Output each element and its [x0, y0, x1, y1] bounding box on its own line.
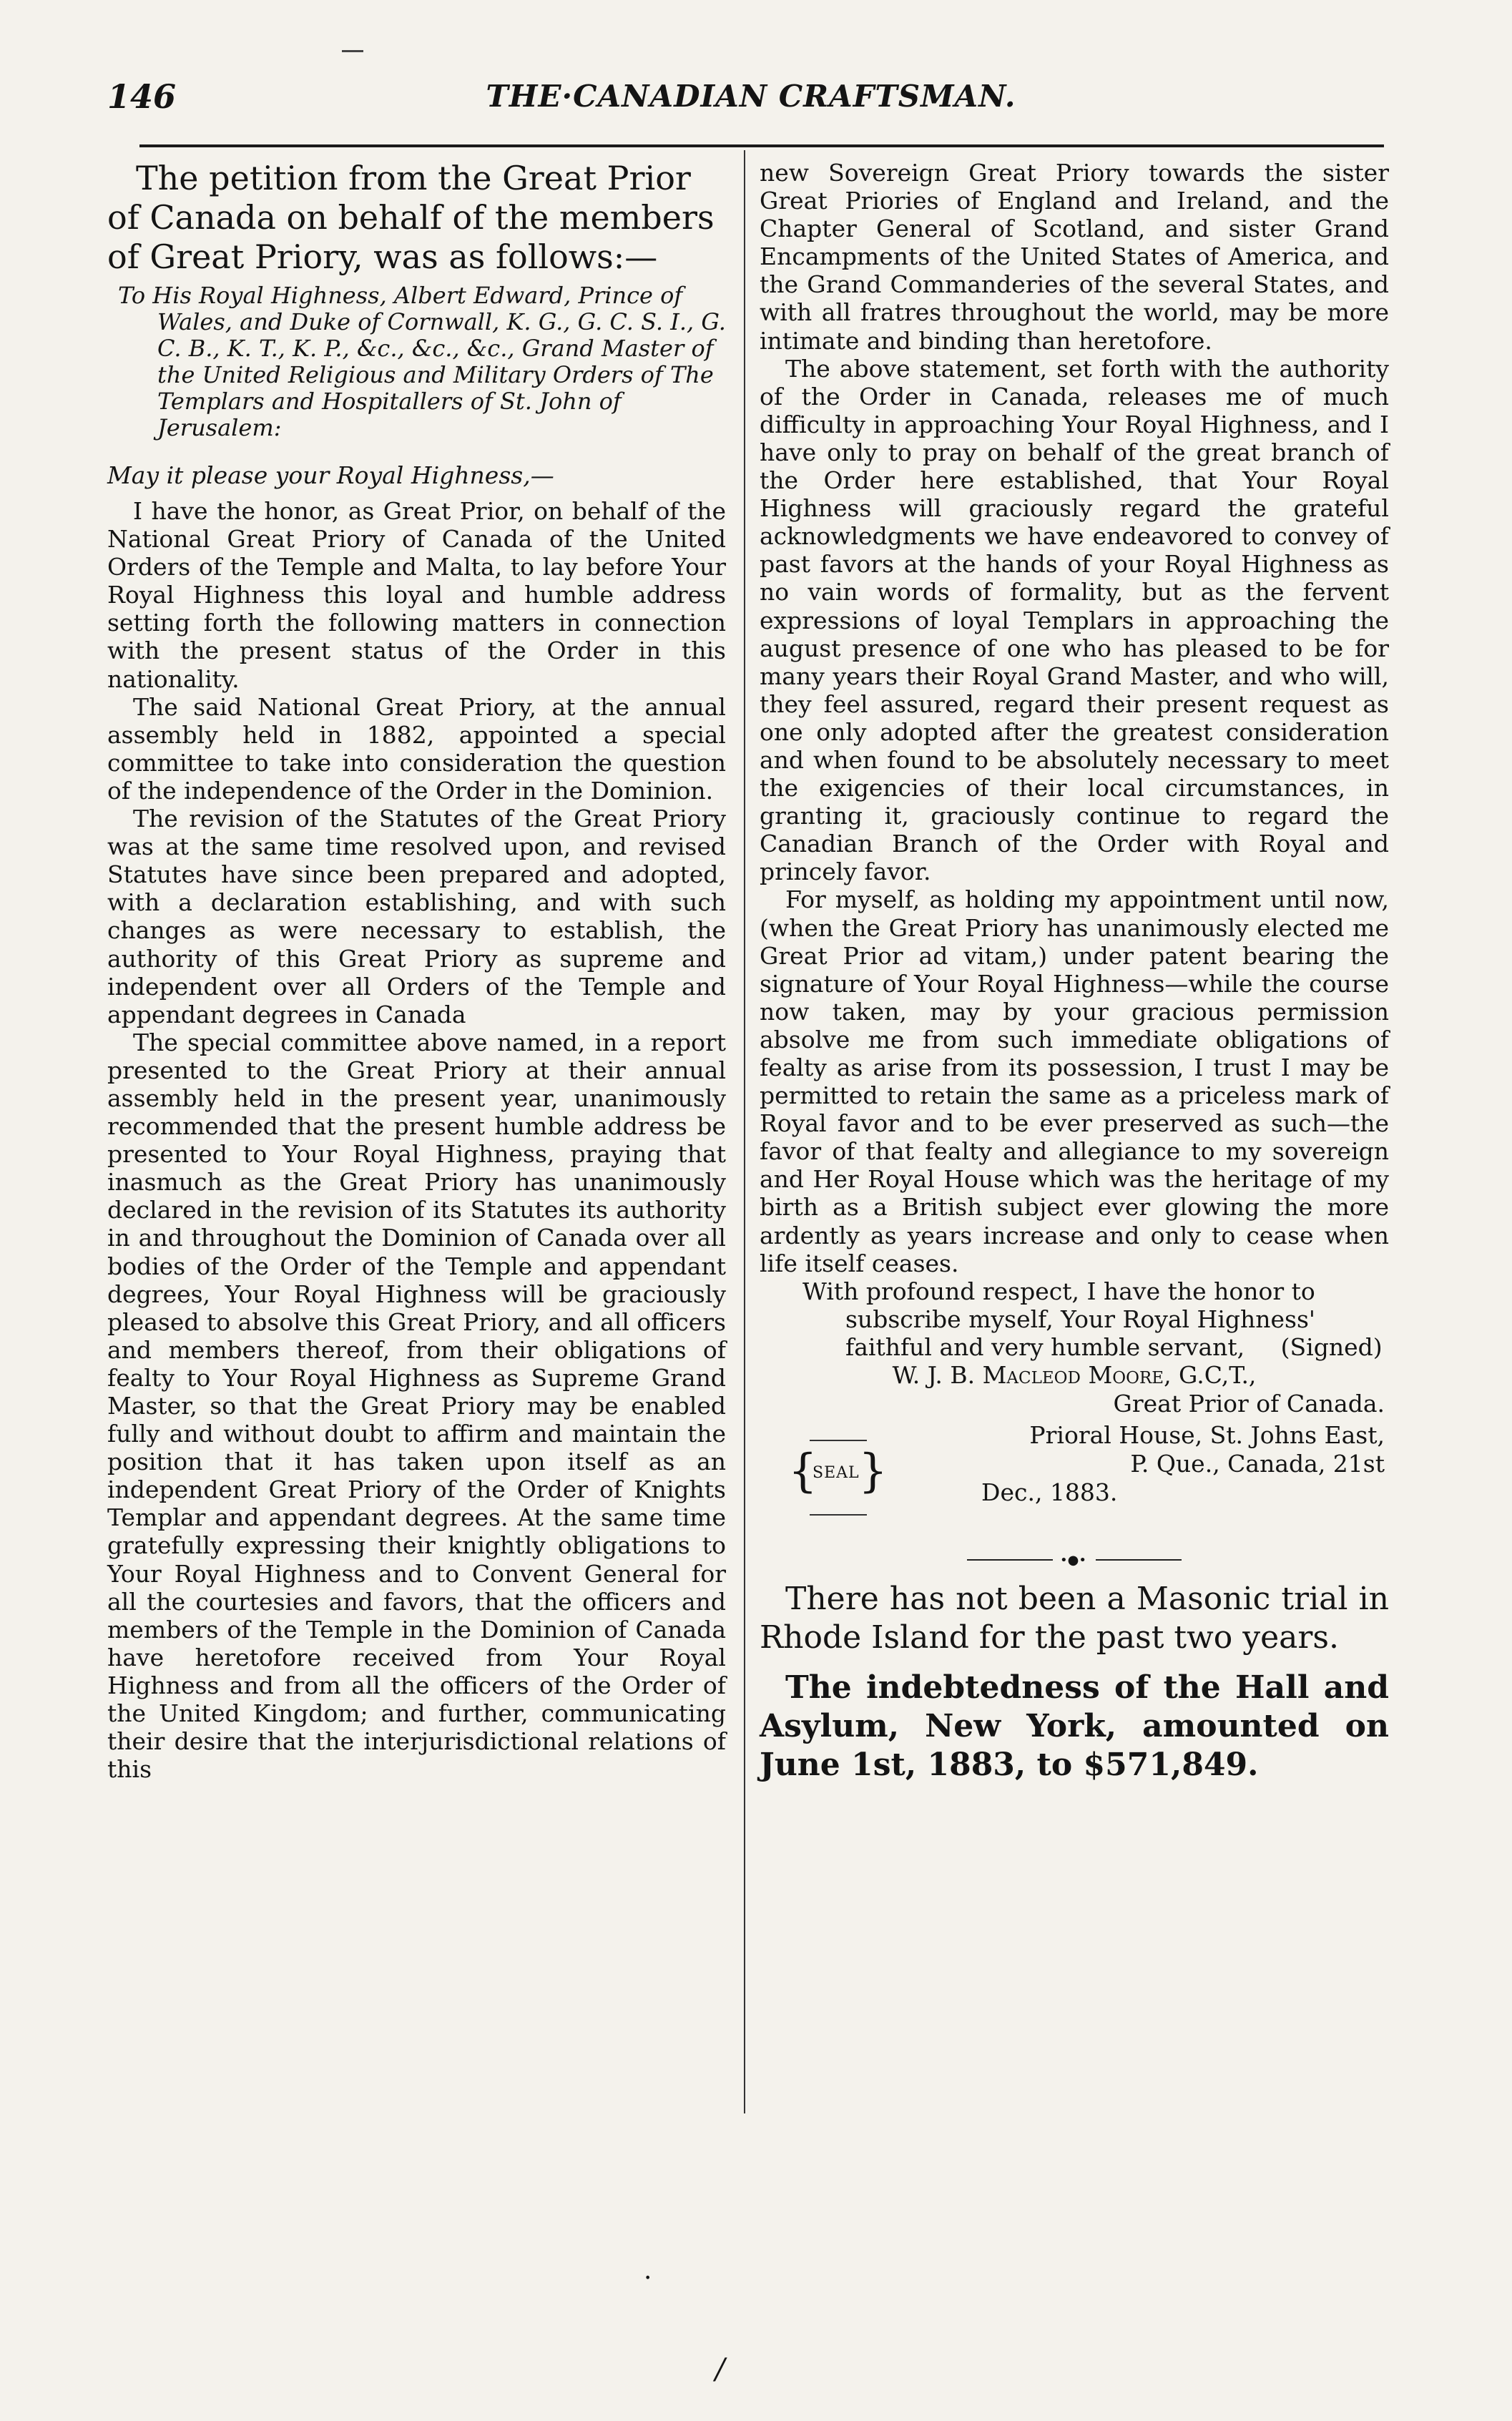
- paragraph: For myself, as holding my appointment until now, (when the Great Priory has unanimously elected me Great Prior ad vitam,) under patent bearing the signature of Your Royal Highness—while the course now taken, may by your gracious permission absolve me from such immediate obligations of fealty as arise from its possession, I trust I may be permitted to retain the same as a priceless mark of Royal favor and to be ever preserved as such—the favor of that fealty and allegiance to my sovereign and Her Royal House which was the heritage of my birth as a British subject ever glowing the more ardently as years increase and only to cease when life itself ceases.: [760, 885, 1389, 1277]
- paragraph: The said National Great Priory, at the annual assembly held in 1882, appointed a special committee to take into consideration the question of the independence of the Order in the Dominion.: [107, 692, 726, 805]
- closing-text: With profound respect, I have the honor to subscribe myself, Your Royal Highness' faithful and very humble servant,: [802, 1277, 1315, 1361]
- sender-address: [953, 1421, 1385, 1507]
- signature-title: Great Prior of Canada.: [1113, 1389, 1385, 1418]
- petition-address: To His Royal Highness, Albert Edward, Prince of Wales, and Duke of Cornwall, K. G., G. C. S. I., G. C. B., K. T., K. P., &c., &c., &c., Grand Master of the United Religious and Military Orders of The Templars and Hospitallers of St. John of Jerusalem:: [118, 282, 726, 441]
- ornament-line-left: [967, 1559, 1053, 1561]
- signed-mark: (Signed): [1280, 1332, 1383, 1361]
- paragraph: new Sovereign Great Priory towards the sister Great Priories of England and Ireland, and the Chapter General of Scotland, and sister Grand Encampments of the United States of America, and the Grand Commanderies of the several States, and with all fratres throughout the world, may be more intimate and binding than heretofore.: [760, 159, 1389, 355]
- header-rule: [139, 144, 1384, 147]
- salutation: May it please your Royal Highness,—: [107, 461, 554, 489]
- brace-right-icon: }: [858, 1444, 888, 1498]
- seal-rule-bottom: [810, 1514, 867, 1516]
- paragraph: I have the honor, as Great Prior, on behalf of the National Great Priory of Canada of the United Orders of the Temple and Malta, to lay before Your Royal Highness this loyal and humble address setting forth the following matters in connection with the present status of the Order in this nationality.: [107, 497, 726, 693]
- page-header: [107, 77, 1395, 127]
- seal-mark: [788, 1435, 888, 1521]
- signature: [760, 1361, 1389, 1390]
- brace-left-icon: {: [788, 1444, 818, 1498]
- signature-name: Macleod Moore, G.C,T.,: [982, 1360, 1257, 1389]
- right-column: [760, 159, 1389, 1796]
- closing: [760, 1277, 1389, 1361]
- print-mark: /: [715, 2353, 725, 2386]
- print-speck: ·: [644, 2264, 652, 2293]
- news-note: There has not been a Masonic trial in Rhode Island for the past two years.: [760, 1580, 1389, 1656]
- signature-initials: W. J. B.: [892, 1360, 976, 1389]
- section-ornament: [967, 1553, 1182, 1567]
- petition-intro: The petition from the Great Prior of Canada on behalf of the members of Great Priory, was as follows:—: [107, 159, 715, 276]
- address-line: Dec., 1883.: [981, 1478, 1118, 1506]
- sender-address-block: [760, 1421, 1389, 1536]
- seal-label: SEAL: [813, 1463, 860, 1482]
- left-column: [107, 159, 726, 1783]
- address-line: P. Que., Canada, 21st: [1130, 1449, 1385, 1478]
- column-divider: [744, 150, 745, 2113]
- ornament-dots-icon: •●•: [1060, 1552, 1086, 1568]
- running-title: THE·CANADIAN CRAFTSMAN.: [486, 79, 1016, 114]
- news-note: The indebtedness of the Hall and Asylum, New York, amounted on June 1st, 1883, to $571,849.: [760, 1669, 1389, 1783]
- page-number: 146: [107, 77, 177, 116]
- paragraph: The special committee above named, in a report presented to the Great Priory at their annual assembly held in the present year, unanimously recommended that the present humble address be presented to Your Royal Highness, praying that inasmuch as the Great Priory has unanimously declared in the revision of its Statutes its authority in and throughout the Dominion of Canada over all bodies of the Order of the Temple and appendant degrees, Your Royal Highness will be graciously pleased to absolve this Great Priory, and all officers and members thereof, from their obligations of fealty to Your Royal Highness as Supreme Grand Master, so that the Great Priory may be enabled fully and without doubt to affirm and maintain the position that it has taken upon itself as an independent Great Priory of the Order of Knights Templar and appendant degrees. At the same time gratefully expressing their knightly obligations to Your Royal Highness and to Convent General for all the courtesies and favors, that the officers and members of the Temple in the Dominion of Canada have heretofore received from Your Royal Highness and from all the officers of the Order of the United Kingdom; and further, communicating their desire that the interjurisdictional relations of this: [107, 1028, 726, 1784]
- paragraph: The revision of the Statutes of the Great Priory was at the same time resolved upon, and revised Statutes have since been prepared and adopted, with a declaration establishing, and with such changes as were necessary to establish, the authority of this Great Priory as supreme and independent over all Orders of the Temple and appendant degrees in Canada: [107, 805, 726, 1028]
- address-line: Prioral House, St. Johns East,: [1029, 1420, 1385, 1449]
- print-speck: [342, 50, 363, 52]
- seal-rule-top: [810, 1440, 867, 1441]
- paragraph: The above statement, set forth with the authority of the Order in Canada, releases me of much difficulty in approaching Your Royal Highness, and I have only to pray on behalf of the great branch of the Order here established, that Your Royal Highness will graciously regard the grateful acknowledgments we have endeavored to convey of past favors at the hands of your Royal Highness as no vain words of formality, but as the fervent expressions of loyal Templars in approaching the august presence of one who has pleased to be for many years their Royal Grand Master, and who will, they feel assured, regard their present request as one only adopted after the greatest consideration and when found to be absolutely necessary to meet the exigencies of their local circumstances, in granting it, graciously continue to regard the Canadian Branch of the Order with Royal and princely favor.: [760, 354, 1389, 886]
- ornament-line-right: [1096, 1559, 1182, 1561]
